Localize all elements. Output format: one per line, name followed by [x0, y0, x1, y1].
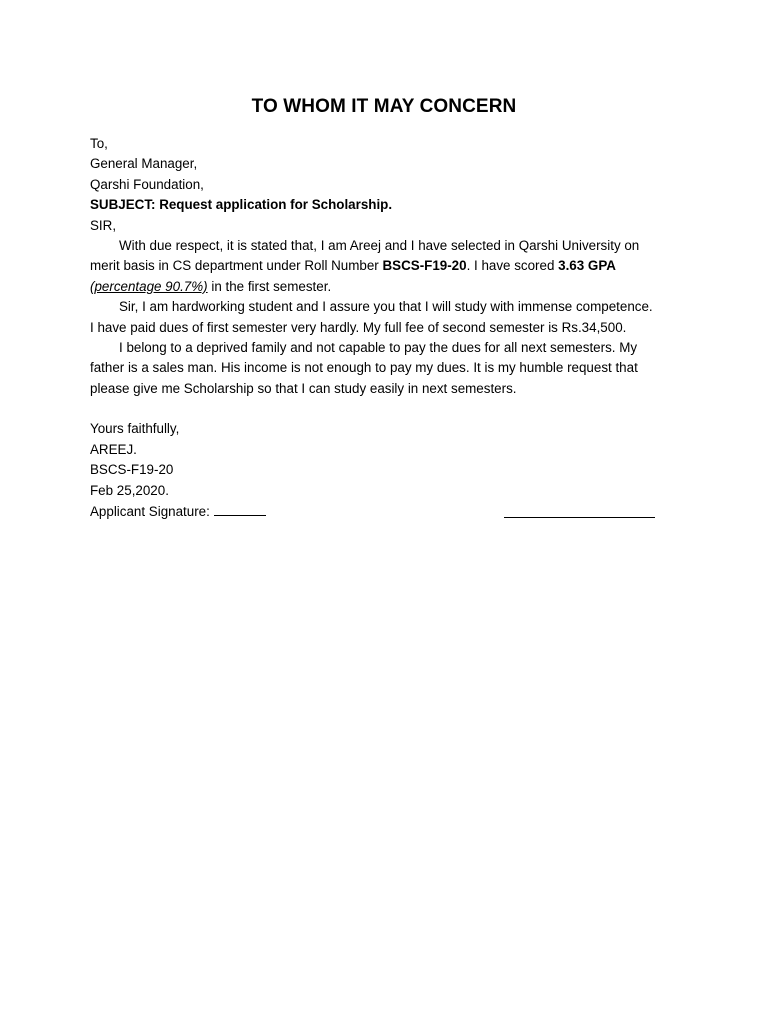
signature-label: Applicant Signature: [90, 503, 210, 519]
paragraph-1 [90, 236, 690, 297]
sender-roll: BSCS-F19-20 [90, 462, 174, 478]
para1-line2-mid: . I have scored [466, 258, 559, 274]
recipient-organization: Qarshi Foundation, [90, 176, 204, 192]
sender-name: AREEJ. [90, 441, 137, 457]
document-title: TO WHOM IT MAY CONCERN [251, 96, 517, 117]
para1-line3-post: in the first semester. [207, 278, 332, 294]
recipient-to: To, [90, 136, 108, 151]
para3-line1: I belong to a deprived family and not capable to pay the dues for all next semesters. My [119, 340, 638, 356]
letter-body [90, 134, 690, 522]
paragraph-3 [90, 338, 690, 399]
signature-line [504, 501, 655, 518]
roll-number: BSCS-F19-20 [382, 258, 467, 274]
percentage-value: (percentage 90.7%) [90, 278, 208, 294]
para2-line2: I have paid dues of first semester very hardly. My full fee of second semester is Rs.34,500. [90, 319, 627, 335]
para1-line2 [90, 256, 690, 276]
para1-line2-pre: merit basis in CS department under Roll Number [90, 258, 383, 274]
para1-line1: With due respect, it is stated that, I am Areej and I have selected in Qarshi University on [119, 238, 640, 254]
signature-row [90, 501, 690, 522]
para3-line3: please give me Scholarship so that I can study easily in next semesters. [90, 380, 517, 396]
spacer [90, 399, 690, 419]
paragraph-2 [90, 297, 690, 338]
para2-line1: Sir, I am hardworking student and I assure you that I will study with immense competence. [119, 299, 653, 315]
para3-line2: father is a sales man. His income is not enough to pay my dues. It is my humble request that [90, 360, 638, 376]
signature-blank [214, 501, 266, 516]
subject-line: SUBJECT: Request application for Scholarship. [90, 197, 393, 213]
recipient-position: General Manager, [90, 156, 198, 172]
salutation: SIR, [90, 217, 117, 233]
valediction: Yours faithfully, [90, 421, 180, 437]
letter-date: Feb 25,2020. [90, 482, 169, 498]
para1-line3 [90, 277, 690, 297]
gpa-value: 3.63 GPA [558, 258, 616, 274]
